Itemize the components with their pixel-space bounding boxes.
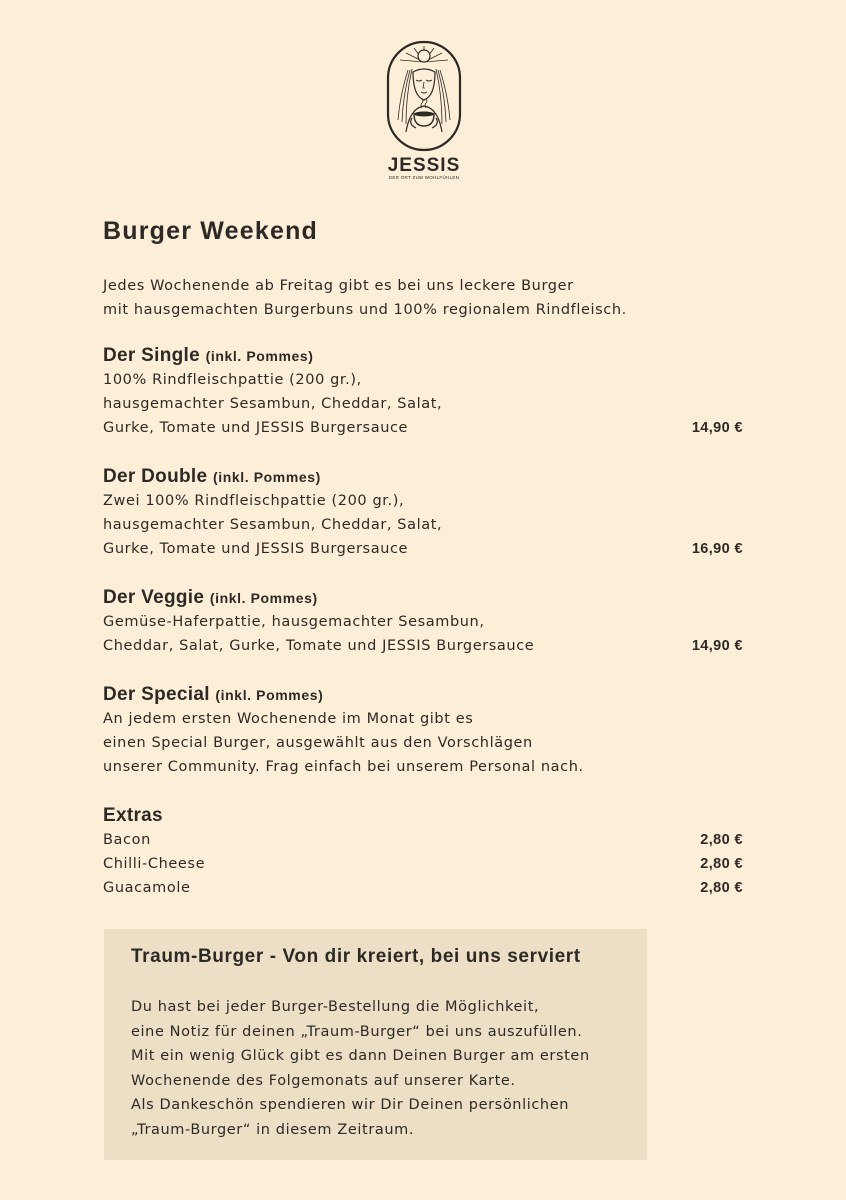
brand-tagline: DER ORT ZUM WOHLFÜHLEN bbox=[388, 175, 460, 180]
menu-item-note: (inkl. Pommes) bbox=[215, 687, 324, 703]
dream-burger-box bbox=[104, 929, 647, 1160]
menu-item-line: Gurke, Tomate und JESSIS Burgersauce bbox=[103, 420, 409, 436]
menu-item-note: (inkl. Pommes) bbox=[205, 348, 314, 364]
menu-item-price: 16,90 € bbox=[691, 541, 743, 557]
extras-title: Extras bbox=[103, 805, 163, 826]
dream-burger-line: „Traum-Burger“ in diesem Zeitraum. bbox=[131, 1121, 415, 1138]
menu-item-line: Gurke, Tomate und JESSIS Burgersauce bbox=[103, 541, 409, 557]
menu-item-name: Der Special bbox=[103, 684, 210, 705]
menu-item-line: Gemüse-Haferpattie, hausgemachter Sesambun, bbox=[103, 614, 485, 630]
menu-item-line: einen Special Burger, ausgewählt aus den Vorschlägen bbox=[103, 735, 533, 751]
brand-name: JESSIS bbox=[387, 155, 461, 176]
dream-burger-line: eine Notiz für deinen „Traum-Burger“ bei uns auszufüllen. bbox=[131, 1023, 583, 1040]
menu-item-single bbox=[103, 344, 743, 440]
menu-item-special bbox=[103, 683, 743, 779]
extra-item-name: Bacon bbox=[103, 832, 151, 848]
menu-item-line: Cheddar, Salat, Gurke, Tomate und JESSIS Burgersauce bbox=[103, 638, 535, 654]
intro-line: mit hausgemachten Burgerbuns und 100% regionalem Rindfleisch. bbox=[103, 302, 627, 318]
menu-item-price: 14,90 € bbox=[691, 638, 743, 654]
menu-item-line: Zwei 100% Rindfleischpattie (200 gr.), bbox=[103, 493, 405, 509]
extra-item bbox=[103, 876, 743, 900]
menu-item-note: (inkl. Pommes) bbox=[212, 469, 321, 485]
menu-item-line: hausgemachter Sesambun, Cheddar, Salat, bbox=[103, 396, 443, 412]
extra-item-price: 2,80 € bbox=[700, 880, 743, 896]
intro-line: Jedes Wochenende ab Freitag gibt es bei uns leckere Burger bbox=[103, 278, 574, 294]
menu-item-line: unserer Community. Frag einfach bei unserem Personal nach. bbox=[103, 759, 584, 775]
extra-item-price: 2,80 € bbox=[700, 856, 743, 872]
menu-item-note: (inkl. Pommes) bbox=[209, 590, 318, 606]
menu-item-name: Der Veggie bbox=[103, 587, 205, 608]
dream-burger-text bbox=[131, 995, 631, 1142]
menu-item-line: 100% Rindfleischpattie (200 gr.), bbox=[103, 372, 362, 388]
menu-item-name: Der Double bbox=[103, 466, 208, 487]
menu-item-line: hausgemachter Sesambun, Cheddar, Salat, bbox=[103, 517, 443, 533]
menu-item-veggie bbox=[103, 586, 743, 658]
dream-burger-line: Als Dankeschön spendieren wir Dir Deinen persönlichen bbox=[131, 1097, 570, 1113]
extra-item bbox=[103, 852, 743, 876]
dream-burger-line: Wochenende des Folgemonats auf unserer Karte. bbox=[131, 1072, 516, 1089]
dream-burger-title: Traum-Burger - Von dir kreiert, bei uns serviert bbox=[131, 946, 581, 967]
extras-section bbox=[103, 804, 743, 900]
intro-text bbox=[103, 274, 627, 322]
extra-item bbox=[103, 828, 743, 852]
dream-burger-line: Mit ein wenig Glück gibt es dann Deinen Burger am ersten bbox=[131, 1048, 590, 1064]
brand-logo bbox=[384, 40, 464, 185]
extra-item-price: 2,80 € bbox=[700, 832, 743, 848]
woman-with-cup-logo-icon bbox=[386, 40, 462, 152]
menu-item-price: 14,90 € bbox=[691, 420, 743, 436]
dream-burger-line: Du hast bei jeder Burger-Bestellung die Möglichkeit, bbox=[131, 999, 540, 1015]
menu-item-double bbox=[103, 465, 743, 561]
page-title: Burger Weekend bbox=[103, 217, 319, 245]
extra-item-name: Guacamole bbox=[103, 880, 191, 896]
menu-item-line: An jedem ersten Wochenende im Monat gibt es bbox=[103, 711, 474, 727]
menu-item-name: Der Single bbox=[103, 345, 200, 366]
extra-item-name: Chilli-Cheese bbox=[103, 856, 206, 872]
